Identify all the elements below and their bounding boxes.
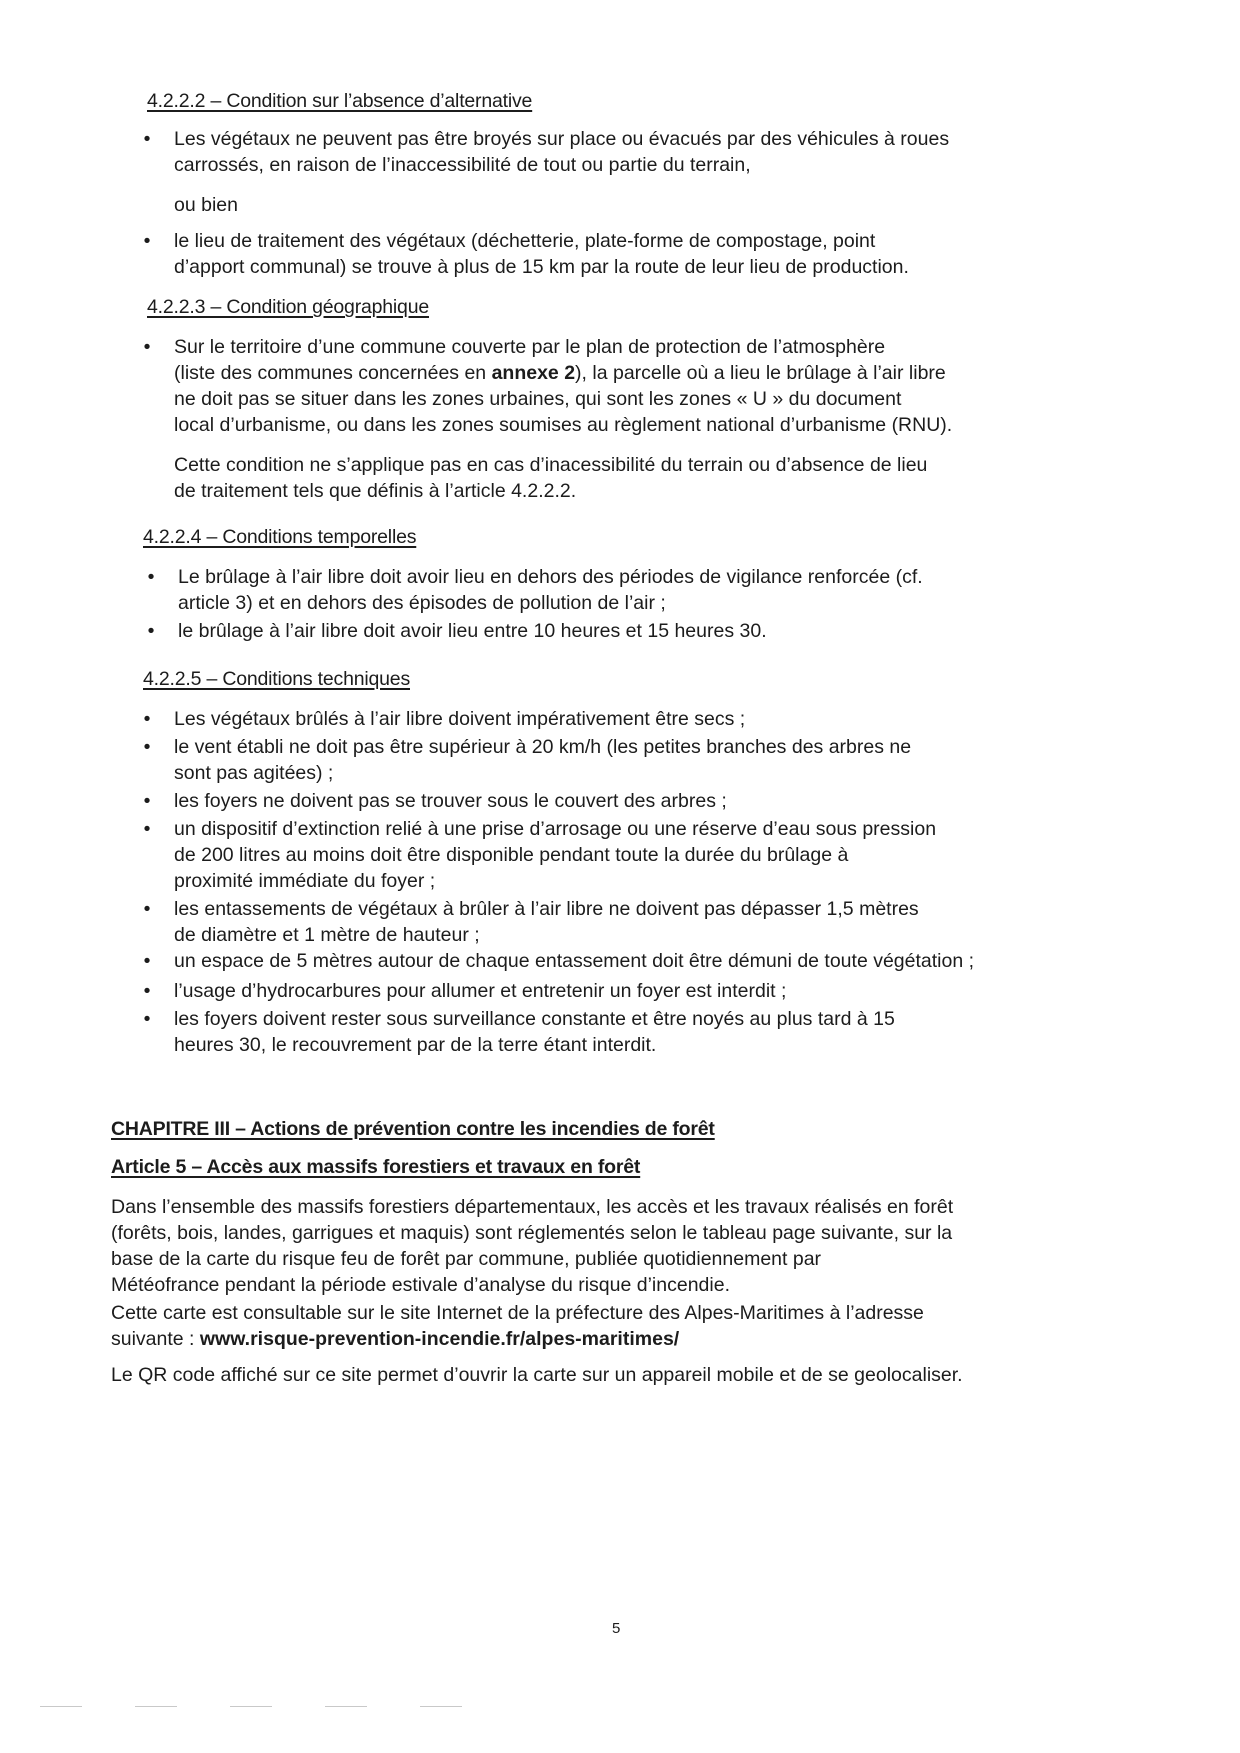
text-line: les foyers doivent rester sous surveillance constante et être noyés au plus tard à 15 [174,1008,895,1030]
text-line: un dispositif d’extinction relié à une prise d’arrosage ou une réserve d’eau sous pression [174,818,937,840]
bullet-item [147,618,1008,644]
article-paragraph [111,1300,1006,1352]
bullet-icon: • [143,818,151,840]
bullet-item [143,228,1004,280]
text-line: les foyers ne doivent pas se trouver sous le couvert des arbres ; [174,790,727,812]
bullet-icon: • [143,790,151,812]
text-line: sont pas agitées) ; [174,762,334,784]
bullet-icon: • [143,980,151,1002]
connector-text: ou bien [174,194,238,216]
bullet-icon: • [143,736,151,758]
section-heading-4-2-2-4: 4.2.2.4 – Conditions temporelles [143,526,417,548]
text-span: ), la parcelle où a lieu le brûlage à l’air libre [575,362,946,384]
text-line: de 200 litres au moins doit être disponible pendant toute la durée du brûlage à [174,844,849,866]
text-line: local d’urbanisme, ou dans les zones soumises au règlement national d’urbanisme (RNU). [174,414,953,436]
text-line: de traitement tels que définis à l’article 4.2.2.2. [174,480,577,502]
text-line: (forêts, bois, landes, garrigues et maquis) sont réglementés selon le tableau page suivante, sur la [111,1222,953,1244]
text-line: base de la carte du risque feu de forêt par commune, publiée quotidiennement par [111,1248,822,1270]
scan-artifact [325,1706,367,1707]
bullet-icon: • [143,230,151,252]
bullet-item [147,564,1008,616]
text-line: le vent établi ne doit pas être supérieur à 20 km/h (les petites branches des arbres ne [174,736,912,758]
bullet-icon: • [143,1008,151,1030]
text-line: un espace de 5 mètres autour de chaque entassement doit être démuni de toute végétation ; [174,950,975,972]
text-line [174,360,1004,386]
bullet-icon: • [147,620,155,642]
bullet-icon: • [143,950,151,972]
condition-note [174,452,1004,504]
bullet-item [143,1006,1004,1058]
text-line: article 3) et en dehors des épisodes de pollution de l’air ; [178,592,666,614]
text-line: Cette condition ne s’applique pas en cas d’inacessibilité du terrain ou d’absence de lieu [174,454,928,476]
bullet-item [143,948,1004,974]
bullet-icon: • [143,898,151,920]
text-line: les entassements de végétaux à brûler à l’air libre ne doivent pas dépasser 1,5 mètres [174,898,919,920]
scan-artifact [230,1706,272,1707]
bullet-item [143,788,1004,814]
text-span: suivante : [111,1328,200,1350]
scan-artifact [135,1706,177,1707]
page-number: 5 [612,1620,621,1637]
text-line: le lieu de traitement des végétaux (déchetterie, plate-forme de compostage, point [174,230,876,252]
text-line: Météofrance pendant la période estivale d’analyse du risque d’incendie. [111,1274,730,1296]
section-heading-4-2-2-5: 4.2.2.5 – Conditions techniques [143,668,410,690]
text-span: (liste des communes concernées en [174,362,492,384]
text-line: l’usage d’hydrocarbures pour allumer et entretenir un foyer est interdit ; [174,980,787,1002]
bullet-item [143,334,1004,438]
text-line: Cette carte est consultable sur le site Internet de la préfecture des Alpes-Maritimes à l’adresse [111,1302,924,1324]
article-paragraph [111,1194,1006,1298]
website-link[interactable]: www.risque-prevention-incendie.fr/alpes-maritimes/ [199,1328,680,1350]
text-line: ne doit pas se situer dans les zones urbaines, qui sont les zones « U » du document [174,388,902,410]
text-line [111,1326,1006,1352]
text-line: le brûlage à l’air libre doit avoir lieu entre 10 heures et 15 heures 30. [178,620,767,642]
bullet-item [143,126,1004,178]
text-line: proximité immédiate du foyer ; [174,870,436,892]
bullet-icon: • [143,708,151,730]
bullet-icon: • [147,566,155,588]
section-heading-4-2-2-3: 4.2.2.3 – Condition géographique [147,296,429,318]
text-line: carrossés, en raison de l’inaccessibilité de tout ou partie du terrain, [174,154,751,176]
text-line: heures 30, le recouvrement par de la terre étant interdit. [174,1034,657,1056]
bullet-icon: • [143,128,151,150]
chapter-heading: CHAPITRE III – Actions de prévention contre les incendies de forêt [111,1118,715,1140]
bullet-icon: • [143,336,151,358]
bullet-item [143,978,1004,1004]
scan-artifact [420,1706,462,1707]
text-line: Les végétaux ne peuvent pas être broyés sur place ou évacués par des véhicules à roues [174,128,950,150]
text-line: Dans l’ensemble des massifs forestiers départementaux, les accès et les travaux réalisés en forêt [111,1196,954,1218]
section-heading-4-2-2-2: 4.2.2.2 – Condition sur l’absence d’alternative [147,90,533,112]
text-line: de diamètre et 1 mètre de hauteur ; [174,924,480,946]
text-line: Les végétaux brûlés à l’air libre doivent impérativement être secs ; [174,708,746,730]
bullet-item [143,734,1004,786]
text-line: Sur le territoire d’une commune couverte par le plan de protection de l’atmosphère [174,336,886,358]
annex-reference: annexe 2 [491,362,576,384]
bullet-item [143,706,1004,732]
text-line: d’apport communal) se trouve à plus de 15 km par la route de leur lieu de production. [174,256,909,278]
article-paragraph: Le QR code affiché sur ce site permet d’ouvrir la carte sur un appareil mobile et de se geolocaliser. [111,1364,963,1386]
bullet-item [143,896,1004,948]
bullet-item [143,816,1004,894]
scan-artifact [40,1706,82,1707]
text-line: Le brûlage à l’air libre doit avoir lieu en dehors des périodes de vigilance renforcée (cf. [178,566,923,588]
article-heading: Article 5 – Accès aux massifs forestiers et travaux en forêt [111,1156,641,1178]
